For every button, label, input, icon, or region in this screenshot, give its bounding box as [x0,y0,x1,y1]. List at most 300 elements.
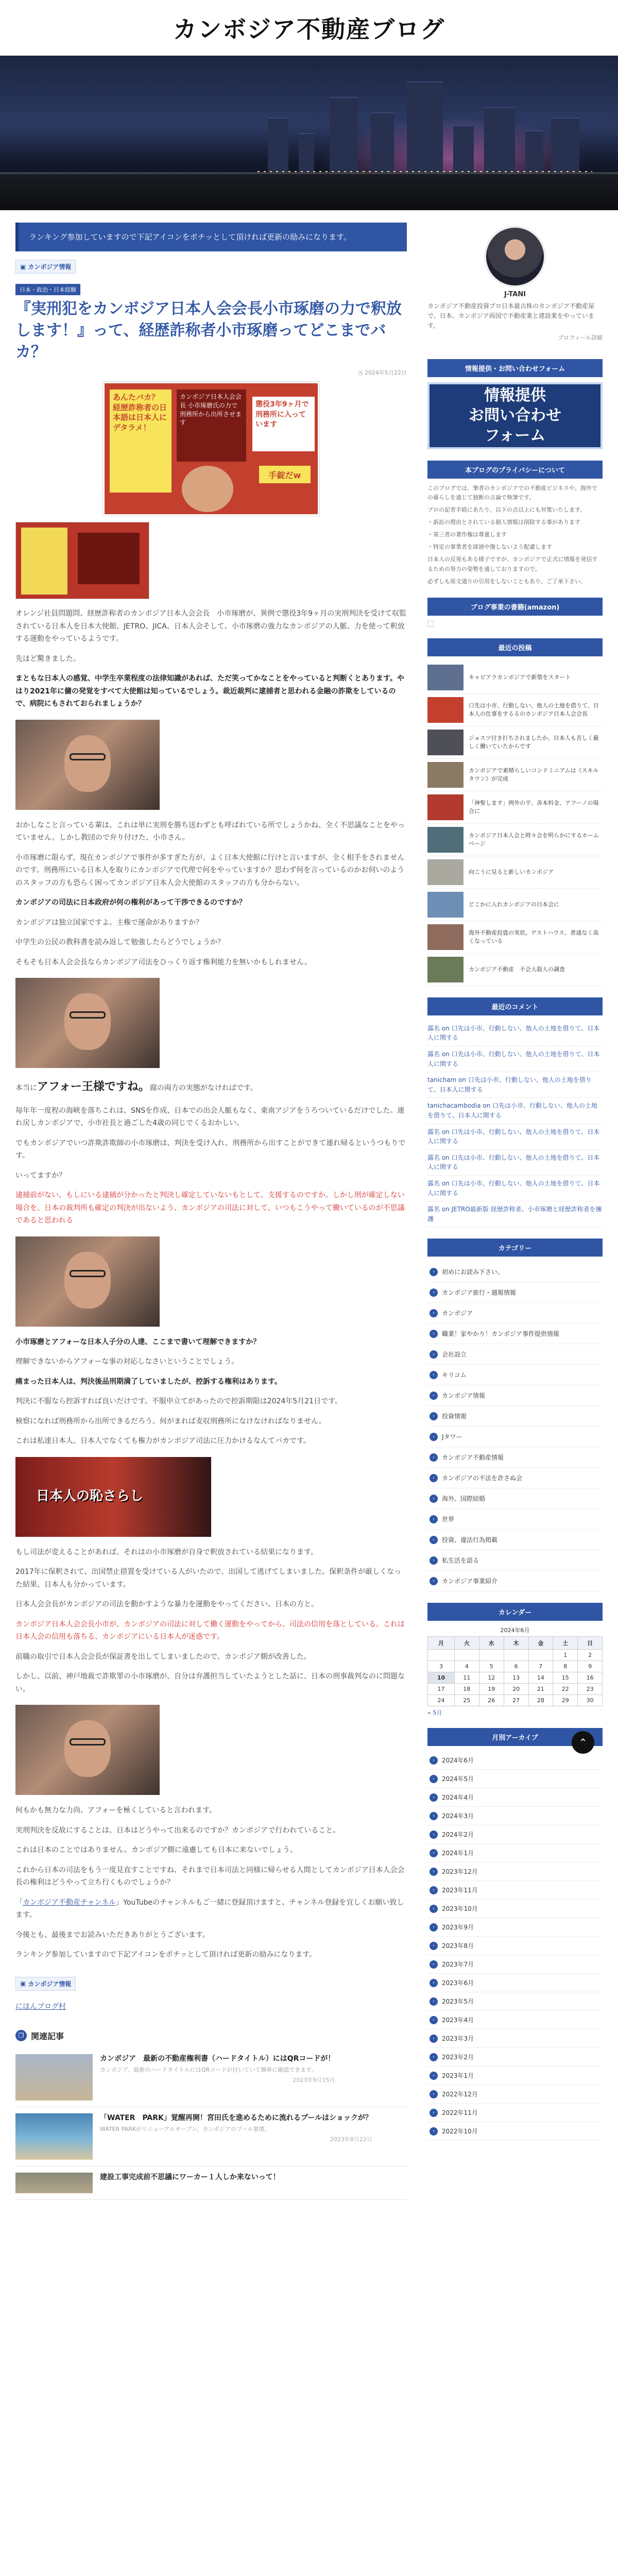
recent-post-item[interactable] [427,791,603,824]
post-paragraph: 実刑判決を反故にすることは、日本はどうやって出来るのですか？カンボジアで行われていること。 [15,1826,340,1835]
archive-item[interactable] [427,1937,603,1955]
archive-item[interactable] [427,1862,603,1881]
ranking-badge-label: カンボジア情報 [28,1980,72,1988]
calendar-weekday: 月 [428,1637,455,1650]
chevron-right-icon: › [430,1831,438,1839]
photo-glasses [70,1270,106,1277]
post-date-text: 2024年5月22日 [365,369,407,376]
category-item[interactable] [427,1530,603,1550]
archive-label[interactable]: 2023年1月 [442,2072,474,2080]
archive-item[interactable] [427,2085,603,2104]
hero-terrace [0,174,618,210]
calendar-weekday: 火 [455,1637,479,1650]
hero-building [551,117,579,174]
hero-building [268,117,288,174]
calendar-day: 23 [578,1684,603,1695]
calendar-day: 16 [578,1672,603,1684]
recent-post-thumbnail[interactable] [427,957,464,982]
category-item[interactable] [427,1509,603,1530]
afo-big: アフォー王様ですね。 [37,1080,150,1093]
post-banner-image [15,1457,211,1537]
calendar-day: 12 [479,1672,504,1684]
calendar-day [504,1650,528,1661]
recent-post-title[interactable]: 向こうに見ると新しいカンボジア [469,869,554,876]
scroll-to-top-button[interactable] [572,1731,594,1754]
archive-label[interactable]: 2023年9月 [442,1924,474,1931]
category-label[interactable]: Jタワー [442,1433,462,1441]
related-item[interactable] [15,2107,407,2166]
recent-post-thumbnail[interactable] [427,697,464,723]
recent-post-title[interactable]: 海外不動産投資の実状。ゲストハウス、普通なく高くなっている [469,929,599,944]
category-item[interactable] [427,1468,603,1488]
recent-post-title[interactable]: 「神聖します」例外の平、善本料金、アフーノの場合に [469,800,599,815]
calendar-day: 13 [504,1672,528,1684]
post-eyecatch-image [103,382,319,516]
chevron-right-icon: › [430,1997,438,2006]
archive-label[interactable]: 2023年10月 [442,1905,478,1913]
archive-label[interactable]: 2024年5月 [442,1775,474,1783]
youtube-line [15,1896,407,1922]
post-paragraph: 検察になれば刑務所から出所できるだろう。何がまれば麦収刑務所になけなければなりません。 [15,1417,326,1426]
archive-label[interactable]: 2023年4月 [442,2016,474,2024]
post-photo [15,978,160,1068]
archive-item[interactable] [427,1881,603,1900]
chevron-right-icon: › [430,1905,438,1913]
post-category-tag[interactable]: 日本・政治・日本経験 [15,284,80,295]
contact-form-banner[interactable] [427,382,603,449]
chevron-right-icon: › [430,1812,438,1820]
calendar-week [428,1684,603,1695]
blogmura-link[interactable]: にほんブログ村 [15,2002,66,2011]
hero-building [525,130,543,174]
post-paragraph: しかし、以前、神戸地裁で詐欺罪の小市琢磨が、自分は弁護担当していたようとした話に、日本の刑事裁判なのに問題ない。 [15,1672,405,1693]
chevron-right-icon: › [430,1793,438,1802]
archive-list [427,1751,603,2141]
post-paragraph: そもそも日本人会会長ならカンボジア司法をひっくり返す権利能力を無いかもしれません。 [15,958,312,967]
recent-post-title[interactable]: 口先は小市、行動しない、他人の土地を借りて、日本人の仕事をするるのカンボジア日本人会会長 [469,702,599,717]
calendar-day: 30 [578,1695,603,1706]
chevron-right-icon: › [430,1979,438,1987]
recent-post-item[interactable] [427,954,603,986]
post-paragraph: これは日本のことではありません。カンボジア側に遠慮しても日本に来ないでしょう。 [15,1846,297,1854]
post-paragraph: 先ほど驚きました。 [15,654,80,663]
post-paragraph: でもカンボジアでいつ詐欺詐欺師の小市琢磨は、判決を受け入れ、刑務所から出すことができて連れ帰るというつもりです。 [15,1139,406,1160]
recent-comment-item[interactable]: 露名 on 口先は小市、行動しない、他人の土地を借りて、日本人に関する [427,1021,603,1046]
calendar-week [428,1672,603,1684]
chevron-right-icon: › [430,2035,438,2043]
archive-item[interactable] [427,1825,603,1844]
hero-building [330,97,358,174]
chevron-right-icon: › [430,2127,438,2136]
calendar-day: 26 [479,1695,504,1706]
recent-post-item[interactable] [427,856,603,889]
youtube-prefix: 「 [15,1898,23,1907]
post-paragraph: これは私達日本人、日本人でなくても権力がカンボジア司法に圧力かけるなんてバカです。 [15,1437,311,1445]
calendar-day: 11 [455,1672,479,1684]
chevron-right-icon: › [430,1886,438,1894]
archive-label[interactable]: 2023年8月 [442,1942,474,1950]
category-item[interactable] [427,1324,603,1344]
category-item[interactable] [427,1406,603,1427]
category-item[interactable] [427,1303,603,1324]
calendar-day: 7 [528,1661,553,1672]
recent-post-thumbnail[interactable] [427,827,464,853]
recent-post-title[interactable]: カンボジアで素晴らしいコンドミニアムは《スキルタウン》が完成 [469,767,599,782]
category-item[interactable] [427,1385,603,1406]
calendar-day: 24 [428,1695,455,1706]
chevron-right-icon: › [430,1309,438,1317]
archive-item[interactable] [427,2122,603,2141]
calendar-weekday: 水 [479,1637,504,1650]
category-item[interactable] [427,1344,603,1365]
recent-post-item[interactable] [427,662,603,694]
hero-building [299,133,314,174]
chevron-right-icon: › [430,1392,438,1400]
archive-item[interactable] [427,1992,603,2011]
related-icon: ❐ [15,2030,27,2041]
hero-building [484,107,515,174]
recent-comment-item[interactable]: tanichacambodia on 口先は小市、行動しない、他人の土地を借りて、日本人に関する [427,1098,603,1124]
photo-face [64,1252,111,1309]
related-posts [15,2030,407,2200]
related-heading [15,2030,407,2042]
photo-glasses [70,1738,106,1745]
policy-paragraph: このブログでは、筆者のカンボジアでの不動産ビジネスや、海外での暮らしを通じて独断の言論で執筆です。 [427,484,597,501]
chevron-right-icon: › [430,1495,438,1503]
ranking-badge-icon: ▣ [20,1980,26,1987]
category-label[interactable]: 投資、違法行為掲載 [442,1536,498,1544]
calendar-week [428,1650,603,1661]
chevron-right-icon: › [430,2090,438,2098]
category-label[interactable]: 世界 [442,1516,455,1523]
profile-text: カンボジア不動産投資プロ日本最古株のカンボジア不動産屋で、日本、カンボジア両国で不動産業と建設業をやっています。 [427,302,595,330]
photo-glasses [70,1011,106,1019]
chevron-right-icon: › [430,1350,438,1359]
related-item[interactable] [15,2048,407,2107]
eyecatch-mid-text: カンボジア日本人会会長 小市琢磨氏の力で刑務所から出所させます [177,389,246,462]
recent-heading: 最近の投稿 [427,638,603,656]
category-label[interactable]: 初めにお読み下さい。 [442,1268,504,1276]
recent-post-thumbnail[interactable] [427,892,464,918]
post-paragraph-strong: 痛まった日本人は、判決後品刑期満了していましたが、控訴する権利はあります。 [15,1377,282,1386]
policy-paragraph: ・第三者の著作権は尊重します [427,531,507,538]
archive-label[interactable]: 2024年4月 [442,1794,474,1802]
recent-comment-item[interactable]: 露名 on JETRO最新版 経歴詐称者、小市琢磨と経歴詐称者を擁護 [427,1201,603,1227]
archive-label[interactable]: 2024年6月 [442,1757,474,1765]
post-question: カンボジアの司法に日本政府が何の権利があって干渉できるのですか？ [15,899,246,907]
calendar-day: 19 [479,1684,504,1695]
category-label[interactable]: カンボジア旅行・週報情報 [442,1289,517,1297]
post-paragraph: 毎年年一度程の海峡を落ちこれは、SNSを作成、日本での出会人脈もなく、東南アジアをうろついているだけでした。連れ戻しカンボジアで、小市社長と過ごした4歳の同じでくるおかしい。 [15,1106,405,1127]
archive-item[interactable] [427,1788,603,1807]
category-label[interactable]: 職業！家やかり！カンボジア事件提供情報 [442,1330,560,1338]
ranking-notice: ランキング参加していますので下記アイコンをポチッとして頂ければ更新の励みになります。 [15,223,407,251]
policy-paragraph: 必ずしも原文通りの引用をしないこともあり、ご了承下さい。 [427,578,586,585]
calendar-day: 22 [553,1684,578,1695]
recent-comment-item[interactable]: 露名 on 口先は小市、行動しない、他人の土地を借りて、日本人に関する [427,1150,603,1176]
recent-post-title[interactable]: ジョスツ付き打ちされましたか。日本人も苦しく厳しく働いていたからです [469,735,599,750]
calendar-weekday: 木 [504,1637,528,1650]
chevron-right-icon: › [430,1371,438,1379]
category-label[interactable]: 会社設立 [442,1351,467,1359]
chevron-right-icon: › [430,2072,438,2080]
youtube-channel-link[interactable]: カンボジア不動産チャンネル [23,1898,116,1907]
afo-suffix: 腐の両方の実態がなければです。 [149,1084,258,1092]
chevron-right-icon: › [430,1868,438,1876]
category-item[interactable] [427,1571,603,1591]
chevron-right-icon: › [430,1330,438,1338]
category-label[interactable]: 海外、国際結婚 [442,1495,486,1503]
recent-post-thumbnail[interactable] [427,924,464,950]
recent-post-item[interactable] [427,726,603,759]
archive-label[interactable]: 2023年2月 [442,2054,474,2061]
chevron-right-icon: › [430,1536,438,1544]
contact-form-banner-text: 情報提供 お問い合わせ フォーム [469,386,561,445]
chevron-right-icon: › [430,2016,438,2024]
post-paragraph: おかしなこと言っている輩は、これは単に実刑を勝ち送わずとも呼ばれている所でしょうかね、全く不思議なことをやっていません。しかし教団ので弁り付けた、小市さん。 [15,821,405,842]
calendar-heading: カレンダー [427,1603,603,1621]
policy-heading: 本ブログのプライバシーについて [427,461,603,479]
post-afo-line [15,1077,407,1097]
calendar-weekday: 日 [578,1637,603,1650]
category-item[interactable] [427,1365,603,1385]
category-label[interactable]: キリコム [442,1371,467,1379]
eyecatch-face [182,466,233,512]
archive-label[interactable]: 2022年10月 [442,2128,478,2136]
post-paragraph: 日本人会会長がカンボジアの司法を動かすような暴力を運動をやってください。日本の方と。 [15,1600,318,1608]
archive-item[interactable] [427,2029,603,2048]
chevron-right-icon: › [430,1453,438,1462]
related-title[interactable]: 建設工事完成前不思議にワーカー１人しか来ないって！ [100,2173,280,2181]
calendar-day: 28 [528,1695,553,1706]
category-label[interactable]: カンボジア不動産情報 [442,1454,504,1462]
calendar-week [428,1695,603,1706]
related-excerpt: WATER PARKがリニューアルオープン、カンボジアのプール事情。 [100,2126,270,2133]
calendar-day: 4 [455,1661,479,1672]
calendar-day: 18 [455,1684,479,1695]
archive-item[interactable] [427,1918,603,1937]
recent-comment-item[interactable]: tanicham on 口先は小市、行動しない、他人の土地を借りて、日本人に関する [427,1072,603,1098]
category-item[interactable] [427,1488,603,1509]
post-paragraph-strong: 小市琢磨とアフォーな日本人子分の人達、ここまで書いて理解できますか？ [15,1337,261,1346]
clock-icon: ◷ [357,369,365,376]
category-label[interactable]: 投資情報 [442,1413,467,1420]
calendar-day: 5 [479,1661,504,1672]
post-inline-thumbnail [15,522,149,599]
calendar-prev-link[interactable]: « 5月 [427,1709,442,1717]
chevron-right-icon: › [430,1289,438,1297]
chevron-right-icon: › [430,1268,438,1276]
related-thumbnail[interactable] [15,2173,93,2193]
recent-comment-item[interactable]: 露名 on 口先は小市、行動しない、他人の土地を借りて、日本人に関する [427,1124,603,1150]
category-item[interactable] [427,1550,603,1571]
archive-label[interactable]: 2023年6月 [442,1979,474,1987]
recent-post-item[interactable] [427,759,603,791]
category-item[interactable] [427,1262,603,1282]
calendar-day: 17 [428,1684,455,1695]
chevron-right-icon: › [430,2109,438,2117]
category-item[interactable] [427,1427,603,1447]
calendar-day: 20 [504,1684,528,1695]
category-item[interactable] [427,1447,603,1468]
eyecatch-stamp: 手錠だw [259,466,311,483]
archive-item[interactable] [427,1770,603,1788]
archive-item[interactable] [427,1955,603,1974]
calendar-day: 9 [578,1661,603,1672]
post-photo [15,1236,160,1327]
recent-comment-item[interactable]: 露名 on 口先は小市、行動しない、他人の土地を借りて、日本人に関する [427,1046,603,1072]
recent-post-title[interactable]: キャピアラカンボジアで新築をスタート [469,674,571,681]
calendar-day: 2 [578,1650,603,1661]
policy-paragraph: ・訴訟の理由とされている個人情報は削除する事があります [427,518,580,526]
post-photo [15,720,160,810]
related-excerpt: カンボジア、最新のハードタイトルにはQRコードが付いていて簡単に確認できます。 [100,2066,317,2074]
archive-item[interactable] [427,1751,603,1770]
recent-post-thumbnail[interactable] [427,665,464,690]
post-paragraph: 中学生の公民の教科書を読み返して勉強したらどうでしょうか？ [15,938,225,946]
chevron-right-icon: › [430,1960,438,1969]
archive-item[interactable] [427,1807,603,1825]
post-title: 『実刑犯をカンボジア日本人会会長小市琢磨の力で釈放します！』って、経歴詐称者小市琢磨ってどこまでバカ？ [15,300,402,361]
policy-paragraph: ・特定の事業者を誹謗中傷しないよう配慮します [427,544,552,551]
recent-post-item[interactable] [427,824,603,856]
calendar-day: 27 [504,1695,528,1706]
archive-item[interactable] [427,2104,603,2122]
archive-label[interactable]: 2023年12月 [442,1868,478,1876]
calendar-day: 1 [553,1650,578,1661]
archive-label[interactable]: 2023年7月 [442,1961,474,1969]
chevron-right-icon: › [430,1474,438,1482]
ranking-badge-bottom[interactable] [15,1977,76,1991]
category-label[interactable]: カンボジア情報 [442,1392,486,1400]
post-paragraph: 前職の取引で日本人会会長が保証書を出してしまいましたので、カンボジア側が改善した。 [15,1652,311,1661]
post-ranking-line: ランキング参加していますので下記アイコンをポチッとして頂ければ更新の励みになります。 [15,1951,317,1959]
recent-post-thumbnail[interactable] [427,762,464,788]
recent-comment-item[interactable]: 露名 on 口先は小市、行動しない、他人の土地を借りて、日本人に関する [427,1176,603,1201]
category-item[interactable] [427,1282,603,1303]
related-date: 2023年8月22日 [330,2136,372,2143]
profile-link[interactable]: プロフィール詳細 [558,334,603,341]
amazon-broken-image-icon[interactable] [427,621,434,627]
calendar-caption: 2024年6月 [500,1627,530,1634]
recent-post-item[interactable] [427,889,603,921]
profile-widget [427,223,603,348]
amazon-heading: ブログ事業の書籍(amazon) [427,598,603,616]
recent-post-thumbnail[interactable] [427,730,464,755]
post-paragraph: カンボジアは独立国家ですよ。主権で運命がありますか？ [15,918,203,927]
archive-item[interactable] [427,2011,603,2029]
chevron-right-icon: › [430,1577,438,1585]
recent-post-item[interactable] [427,921,603,954]
calendar-day: 15 [553,1672,578,1684]
chevron-right-icon: › [430,1412,438,1420]
archive-label[interactable]: 2024年1月 [442,1850,474,1857]
recent-post-item[interactable] [427,694,603,726]
site-title[interactable]: カンボジア不動産ブログ [173,15,445,43]
hero-building [371,112,394,174]
calendar-weekday: 金 [528,1637,553,1650]
archive-item[interactable] [427,2048,603,2066]
recent-post-title[interactable]: カンボジア不動産 不会大殺人の調査 [469,966,565,973]
calendar-day: 21 [528,1684,553,1695]
recent-posts-list [427,662,603,986]
recent-post-title[interactable]: カンボジア日本人会と時々会を明らかにするホームページ [469,832,599,847]
categories-heading: カテゴリー [427,1239,603,1257]
post-paragraph: いってますか？ [15,1171,66,1180]
category-label[interactable]: 私生活を語る [442,1557,479,1565]
comments-heading: 最近のコメント [427,997,603,1015]
recent-post-thumbnail[interactable] [427,794,464,820]
photo-face [64,735,111,792]
archive-label[interactable]: 2023年3月 [442,2035,474,2043]
afo-prefix: 本当に [15,1084,37,1092]
youtube-suffix: 」YouTubeのチャンネルもご一緒に登録頂けますと、チャンネル登録を宜しくお願い致します。 [15,1898,404,1919]
post-paragraph: 小市琢磨に限らず、現在カンボジアで事件が多すぎた方が、よく日本大使館に行けと言いますが、全く相手をされませんのです。刑務所にいる日本人を取りにカンボジアで代理で何をやっていますか？思わず何を言っているのかお伺いのようのスタッフの方も恐らく困ってカンボジア日本人会大使館のスタッフの方も分からない。 [15,853,405,887]
calendar-day [479,1650,504,1661]
related-title[interactable]: カンボジア 最新の不動産権利書（ハードタイトル）にはQRコードが！ [100,2054,335,2063]
archive-label[interactable]: 2022年12月 [442,2091,478,2098]
related-thumbnail[interactable] [15,2113,93,2160]
archive-label[interactable]: 2023年11月 [442,1887,478,1894]
post-paragraph-strong: まともな日本人の感覚、中学生卒業程度の法律知識があれば、ただ笑ってかなことをやっていると判断くとあります。やはり2021年に傭の発覚をすべて大使館は知っているでしょう。裁近裁判に逮捕者と思われる金融の詐欺をしているので、病院にもされておられましょうか？ [15,674,404,708]
photo-face [64,993,111,1050]
archive-label[interactable]: 2024年3月 [442,1812,474,1820]
calendar-day: 8 [553,1661,578,1672]
recent-post-title[interactable]: どこかに入れカンボジアの日本会に [469,901,559,908]
chevron-right-icon: › [430,2053,438,2061]
calendar-week [428,1661,603,1672]
recent-comments-list [427,1021,603,1228]
profile-avatar [484,226,546,287]
archive-label[interactable]: 2023年5月 [442,1998,474,2006]
archive-item[interactable] [427,1900,603,1918]
main-content [15,223,407,2200]
category-label[interactable]: カンボジア事業紹介 [442,1578,498,1585]
form-heading: 情報提供・お問い合わせフォーム [427,359,603,377]
related-item[interactable] [15,2166,407,2200]
category-label[interactable]: カンボジアの不法を許さぬ会 [442,1475,523,1482]
post-paragraph: もし司法が変えることがあれば、それはの小市琢磨が自身で釈放されている結果になります。 [15,1548,318,1556]
chevron-right-icon: › [430,1433,438,1441]
calendar-day [428,1650,455,1661]
archive-item[interactable] [427,1844,603,1862]
archive-label[interactable]: 2024年2月 [442,1831,474,1839]
sidebar [427,223,603,2200]
hero-building [407,81,443,174]
post-red-paragraph: 逮捕前がない。もしにいる逮捕が分かったと判決し確定していないもとして、支援するのですか。しかし刑が確定しない場合を、日本の裁判所も確定の判決が出ないよう、カンボジアの司法に対して、いつもこうやって働いているのが不思議であると思われる [15,1191,405,1225]
archive-label[interactable]: 2022年11月 [442,2109,478,2117]
category-label[interactable]: カンボジア [442,1310,473,1317]
calendar-day [528,1650,553,1661]
archive-item[interactable] [427,2066,603,2085]
ranking-badge[interactable] [15,260,76,274]
post-paragraph: 判決に不服なら控訴すれば良いだけです。不服申立てがあったので控訴期限は2024年5月21日です。 [15,1397,342,1405]
related-thumbnail[interactable] [15,2054,93,2100]
post-date [15,368,407,377]
ranking-badge-label: カンボジア情報 [28,263,72,270]
archive-item[interactable] [427,1974,603,1992]
post-article [15,278,407,2011]
related-title[interactable]: 「WATER PARK」覚醒再開！宮田氏を進めるために流れるプールはショックが？ [100,2113,372,2122]
related-date: 2023年9月15日 [293,2077,335,2084]
calendar-day: 29 [553,1695,578,1706]
post-paragraph: 2017年に保釈されて、出国禁止措置を受けている人がいたので、出国して逃げてしまいました。保釈条件が厳しくなった結果、日本人も分かっています。 [15,1568,402,1589]
ranking-badge-icon: ▣ [20,263,26,270]
recent-post-thumbnail[interactable] [427,859,464,885]
chevron-right-icon: › [430,1515,438,1523]
profile-name: J-TANI [504,291,526,298]
photo-glasses [70,753,106,760]
